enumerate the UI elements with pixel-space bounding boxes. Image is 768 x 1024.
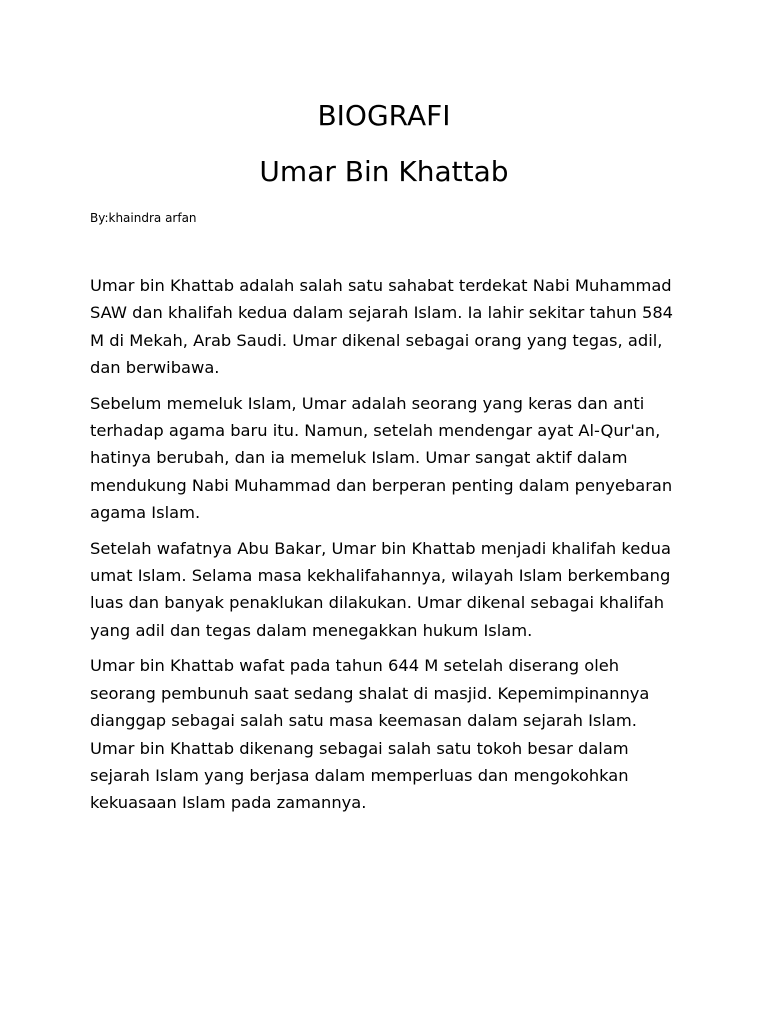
author-byline: By:khaindra arfan bbox=[90, 211, 197, 225]
document-subtitle: Umar Bin Khattab bbox=[259, 155, 509, 188]
paragraph: Umar bin Khattab adalah salah satu sahabat terdekat Nabi Muhammad SAW dan khalifah kedua dalam sejarah Islam. Ia lahir sekitar tahun 584 M di Mekah, Arab Saudi. Umar dikenal sebagai orang yang tegas, adil, dan berwibawa. bbox=[90, 276, 674, 378]
document-title: BIOGRAFI bbox=[317, 99, 451, 132]
paragraph: Setelah wafatnya Abu Bakar, Umar bin Khattab menjadi khalifah kedua umat Islam. Selama masa kekhalifahannya, wilayah Islam berkembang luas dan banyak penaklukan dilakukan. Umar dikenal sebagai khalifah yang adil dan tegas dalam menegakkan hukum Islam. bbox=[90, 538, 671, 640]
document-body bbox=[90, 272, 680, 825]
paragraph: Umar bin Khattab wafat pada tahun 644 M setelah diserang oleh seorang pembunuh saat sedang shalat di masjid. Kepemimpinannya dianggap sebagai salah satu masa keemasan dalam sejarah Islam. Umar bin Khattab dikenang sebagai salah satu tokoh besar dalam sejarah Islam yang berjasa dalam memperluas dan mengokohkan kekuasaan Islam pada zamannya. bbox=[90, 656, 650, 813]
paragraph: Sebelum memeluk Islam, Umar adalah seorang yang keras dan anti terhadap agama baru itu. Namun, setelah mendengar ayat Al-Qur'an, hatinya berubah, dan ia memeluk Islam. Umar sangat aktif dalam mendukung Nabi Muhammad dan berperan penting dalam penyebaran agama Islam. bbox=[90, 393, 673, 523]
